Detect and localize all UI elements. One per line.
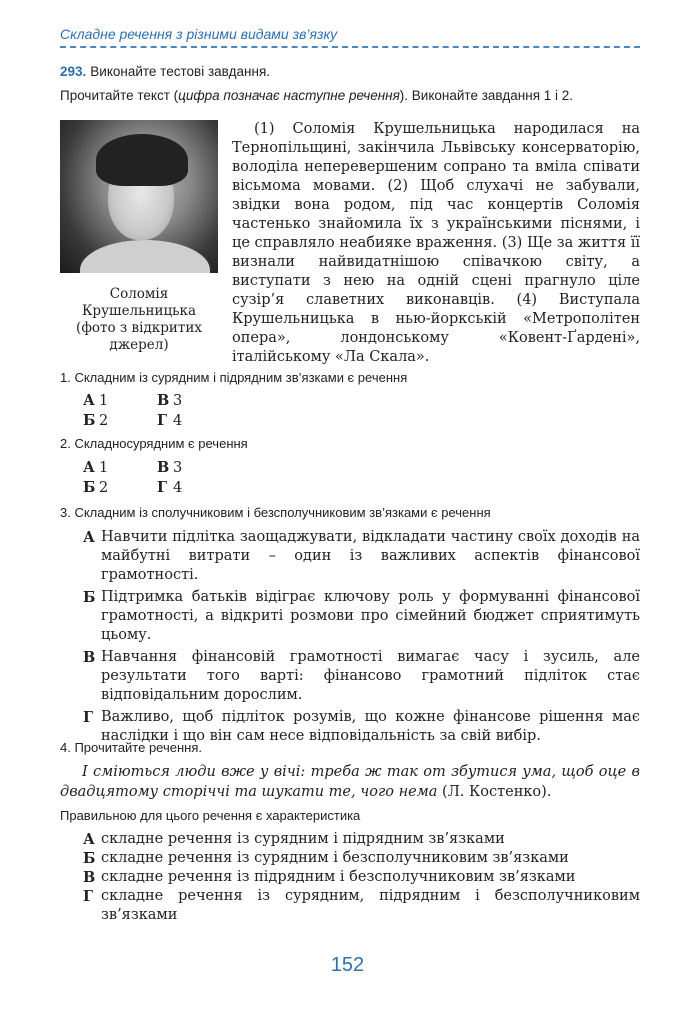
task-heading xyxy=(60,64,270,79)
question-3-options xyxy=(83,528,640,749)
page-number: 152 xyxy=(330,954,365,976)
option-letter: В xyxy=(157,459,170,476)
instruction-after: ). Виконайте завдання 1 і 2. xyxy=(399,88,574,103)
portrait-photo xyxy=(60,120,218,273)
instruction-italic: цифра позначає наступне речення xyxy=(178,88,400,103)
option-value: 4 xyxy=(173,413,183,429)
option-text: Важливо, щоб підліток розумів, що кожне фінансове рішення має наслідки і що він сам несе відповідальність за свій вибір. xyxy=(101,709,640,744)
question-4: 4. Прочитайте речення. xyxy=(60,740,202,755)
option-letter: Б xyxy=(83,589,96,606)
option-text: Навчити підлітка заощаджувати, відкладати частину своїх доходів на майбутні витрати – один із важливих аспектів фінансової грамотності. xyxy=(101,529,640,583)
option-letter: А xyxy=(83,459,95,476)
reading-text: (1) Соломія Крушельницька народилася на Тернопільщині, закінчила Львівську консерваторію, володіла неперевершеним сопрано та вміла співати вісьмома мовами. (2) Щоб слухачі не забували, звідки вона родом, під час концертів Соломія частенько знайомила їх з українськими піснями, і це справляло неабияке враження. (3) Ще за життя її визнали найвидатнішою співачкою світу, а виступати з нею на одній сцені прагнуло ціле сузір’я славетних виконавців. (4) Виступала Крушельницька в нью-йоркській «Метрополітен опера», лондонському «Ковент-Ґардені», італійському «Ла Скала». xyxy=(232,121,640,365)
option-letter: А xyxy=(83,529,95,546)
quote-author: (Л. Костенко). xyxy=(437,784,552,800)
caption-line: Соломія xyxy=(109,286,169,302)
caption-line: (фото з відкритих xyxy=(76,320,202,336)
quote-text: І сміються люди вже у вічі: треба ж так от збутися ума, щоб оце в двадцятому сторіччі та шукати те, чого нема xyxy=(60,764,640,800)
question-2-options xyxy=(83,458,231,498)
option-letter: Б xyxy=(83,850,96,867)
instruction xyxy=(60,88,573,103)
task-number: 293. xyxy=(60,64,87,79)
option-text: Навчання фінансовій грамотності вимагає часу і зусиль, але результати того варті: фінансово грамотний підліток стає відповідальним дорослим. xyxy=(101,649,640,703)
option-value: 3 xyxy=(173,393,183,409)
option-letter: Б xyxy=(83,479,96,496)
option-value: 2 xyxy=(99,413,109,429)
option-a xyxy=(83,528,640,585)
option-text: складне речення із сурядним, підрядним і безсполучниковим зв’язками xyxy=(101,888,640,923)
option-letter: Г xyxy=(157,479,168,496)
option-value: 1 xyxy=(99,393,109,409)
option-letter: В xyxy=(83,869,96,886)
option-v xyxy=(83,868,640,887)
question-5: Правильною для цього речення є характеристика xyxy=(60,808,361,823)
option-value: 4 xyxy=(173,480,183,496)
option-text: складне речення із сурядним і безсполучниковим зв’язками xyxy=(101,850,569,866)
option-text: складне речення із сурядним і підрядним зв’язками xyxy=(101,831,505,847)
option-value: 3 xyxy=(173,460,183,476)
caption-line: Крушельницька xyxy=(81,303,196,319)
option-b xyxy=(83,588,640,645)
caption-line: джерел) xyxy=(109,337,169,353)
instruction-before: Прочитайте текст ( xyxy=(60,88,179,103)
header-divider xyxy=(60,46,640,48)
option-value: 2 xyxy=(99,480,109,496)
option-letter: Г xyxy=(83,709,94,726)
option-b xyxy=(83,849,640,868)
option-v xyxy=(83,648,640,705)
option-letter: А xyxy=(83,392,95,409)
quote-sentence xyxy=(60,762,640,802)
chapter-header: Складне речення з різними видами зв’язку xyxy=(60,26,338,42)
task-text: Виконайте тестові завдання. xyxy=(90,64,271,79)
photo-caption xyxy=(60,286,218,354)
question-2: 2. Складносурядним є речення xyxy=(60,436,248,451)
option-letter: А xyxy=(83,831,95,848)
option-letter: Б xyxy=(83,412,96,429)
question-1: 1. Складним із сурядним і підрядним зв’язками є речення xyxy=(60,370,408,385)
option-text: складне речення із підрядним і безсполучниковим зв’язками xyxy=(101,869,576,885)
option-g xyxy=(83,887,640,925)
option-letter: Г xyxy=(157,412,168,429)
option-letter: В xyxy=(157,392,170,409)
option-value: 1 xyxy=(99,460,109,476)
option-letter: В xyxy=(83,649,96,666)
option-a xyxy=(83,830,640,849)
option-letter: Г xyxy=(83,888,94,905)
question-1-options xyxy=(83,391,231,431)
option-text: Підтримка батьків відіграє ключову роль у формуванні фінансової грамотності, а відкриті розмови про сімейний бюджет сприятимуть цьому. xyxy=(101,589,640,643)
question-5-options xyxy=(83,830,640,925)
question-3: 3. Складним із сполучниковим і безсполучниковим зв’язками є речення xyxy=(60,505,491,520)
